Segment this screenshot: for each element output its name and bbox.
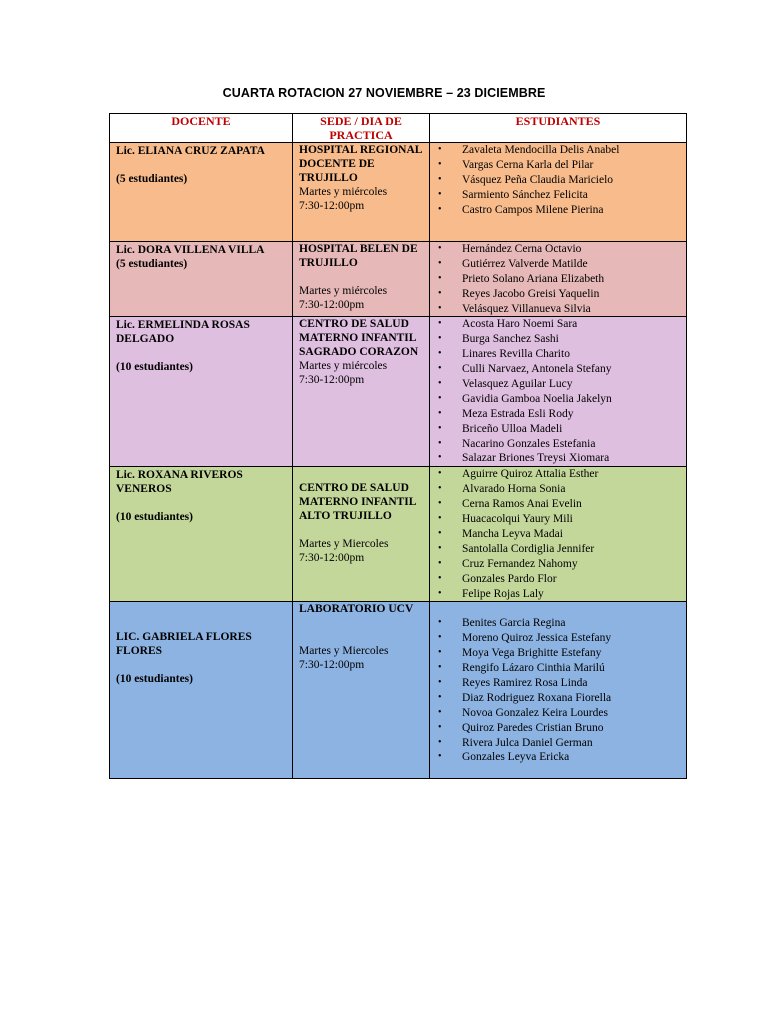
docente-name: Lic. DORA VILLENA VILLA: [116, 244, 265, 256]
student-list: [436, 616, 680, 765]
docente-name: Lic. ELIANA CRUZ ZAPATA: [116, 145, 265, 157]
student-list-item: • Salazar Briones Treysi Xiomara: [462, 451, 680, 466]
sede-name: CENTRO DE SALUD MATERNO INFANTIL SAGRADO CORAZON: [299, 318, 419, 359]
practice-days: Martes y miércoles: [299, 186, 388, 198]
student-list: [436, 317, 680, 466]
document-title: CUARTA ROTACION 27 NOVIEMBRE – 23 DICIEMBRE: [222, 86, 546, 100]
sede-cell: [293, 602, 430, 779]
student-list-item: • Gonzales Leyva Ericka: [462, 750, 680, 765]
student-count: (10 estudiantes): [116, 511, 193, 524]
student-list-item: • Burga Sanchez Sashi: [462, 332, 680, 347]
student-list-item: • Moreno Quiroz Jessica Estefany: [462, 631, 680, 646]
student-list-item: • Rivera Julca Daniel German: [462, 736, 680, 751]
student-count: (5 estudiantes): [116, 258, 188, 270]
student-count: (5 estudiantes): [116, 173, 188, 185]
student-list-item: • Castro Campos Milene Pierina: [462, 203, 680, 218]
students-cell: [430, 143, 687, 242]
practice-time: 7:30-12:00pm: [299, 299, 365, 311]
student-list-item: • Aguirre Quiroz Attalia Esther: [462, 467, 680, 482]
student-list-item: • Sarmiento Sánchez Felicita: [462, 188, 680, 203]
student-list-item: • Quiroz Paredes Cristian Bruno: [462, 721, 680, 736]
student-list-item: • Nacarino Gonzales Estefania: [462, 437, 680, 452]
table-row: [110, 602, 687, 779]
student-list-item: • Rengifo Lázaro Cinthia Marilú: [462, 661, 680, 676]
sede-name: LABORATORIO UCV: [299, 603, 414, 616]
student-list-item: • Velásquez Villanueva Silvia: [462, 302, 680, 317]
students-cell: [430, 467, 687, 602]
student-list-item: • Moya Vega Brighitte Estefany: [462, 646, 680, 661]
practice-time: 7:30-12:00pm: [299, 552, 365, 565]
student-list-item: • Linares Revilla Charito: [462, 347, 680, 362]
student-list-item: • Mancha Leyva Madai: [462, 527, 680, 542]
student-list-item: • Novoa Gonzalez Keira Lourdes: [462, 706, 680, 721]
student-list-item: • Zavaleta Mendocilla Delis Anabel: [462, 143, 680, 158]
student-list-item: • Santolalla Cordiglia Jennifer: [462, 542, 680, 557]
student-list: [436, 143, 680, 217]
practice-time: 7:30-12:00pm: [299, 200, 365, 212]
table-row: [110, 143, 687, 242]
student-count: (10 estudiantes): [116, 361, 193, 374]
student-list-item: • Meza Estrada Esli Rody: [462, 407, 680, 422]
student-list-item: • Alvarado Horna Sonia: [462, 482, 680, 497]
practice-time: 7:30-12:00pm: [299, 374, 365, 387]
docente-cell: [110, 242, 293, 317]
header-estudiantes: ESTUDIANTES: [430, 114, 687, 143]
student-list-item: • Gutiérrez Valverde Matilde: [462, 257, 680, 272]
docente-cell: [110, 602, 293, 779]
student-list-item: • Reyes Ramirez Rosa Linda: [462, 676, 680, 691]
practice-days: Martes y miércoles: [299, 285, 388, 297]
student-list: [436, 242, 680, 316]
student-list-item: • Reyes Jacobo Greisi Yaquelin: [462, 287, 680, 302]
sede-name: HOSPITAL BELEN DE TRUJILLO: [299, 243, 418, 269]
student-count: (10 estudiantes): [116, 673, 193, 686]
student-list-item: • Huacacolqui Yaury Mili: [462, 512, 680, 527]
header-docente: DOCENTE: [110, 114, 293, 143]
student-list-item: • Velasquez Aguilar Lucy: [462, 377, 680, 392]
docente-cell: [110, 467, 293, 602]
students-cell: [430, 242, 687, 317]
practice-days: Martes y Miercoles: [299, 538, 389, 551]
table-row: [110, 317, 687, 467]
student-list-item: • Cerna Ramos Anai Evelin: [462, 497, 680, 512]
rotation-table: [109, 113, 687, 779]
student-list-item: • Benites Garcia Regina: [462, 616, 680, 631]
docente-cell: [110, 143, 293, 242]
practice-days: Martes y Miercoles: [299, 645, 389, 658]
sede-cell: [293, 143, 430, 242]
student-list-item: • Hernández Cerna Octavio: [462, 242, 680, 257]
docente-name: LIC. GABRIELA FLORES FLORES: [116, 631, 252, 658]
sede-cell: [293, 317, 430, 467]
student-list-item: • Briceño Ulloa Madeli: [462, 422, 680, 437]
sede-name: HOSPITAL REGIONAL DOCENTE DE TRUJILLO: [299, 144, 422, 184]
practice-days: Martes y miércoles: [299, 360, 388, 373]
table-row: [110, 242, 687, 317]
student-list: [436, 467, 680, 601]
students-cell: [430, 602, 687, 779]
students-cell: [430, 317, 687, 467]
docente-name: Lic. ROXANA RIVEROS VENEROS: [116, 469, 243, 496]
sede-cell: [293, 467, 430, 602]
student-list-item: • Vásquez Peña Claudia Maricielo: [462, 173, 680, 188]
practice-time: 7:30-12:00pm: [299, 659, 365, 672]
student-list-item: • Gonzales Pardo Flor: [462, 572, 680, 587]
student-list-item: • Culli Narvaez, Antonela Stefany: [462, 362, 680, 377]
table-header-row: [110, 114, 687, 143]
sede-name: CENTRO DE SALUD MATERNO INFANTIL ALTO TRUJILLO: [299, 482, 416, 523]
student-list-item: • Gavidia Gamboa Noelia Jakelyn: [462, 392, 680, 407]
table-row: [110, 467, 687, 602]
student-list-item: • Diaz Rodriguez Roxana Fiorella: [462, 691, 680, 706]
student-list-item: • Cruz Fernandez Nahomy: [462, 557, 680, 572]
student-list-item: • Felipe Rojas Laly: [462, 587, 680, 602]
student-list-item: • Prieto Solano Ariana Elizabeth: [462, 272, 680, 287]
student-list-item: • Acosta Haro Noemi Sara: [462, 317, 680, 332]
sede-cell: [293, 242, 430, 317]
docente-cell: [110, 317, 293, 467]
student-list-item: • Vargas Cerna Karla del Pilar: [462, 158, 680, 173]
header-sede: SEDE / DIA DE PRACTICA: [293, 114, 430, 143]
docente-name: Lic. ERMELINDA ROSAS DELGADO: [116, 319, 250, 346]
